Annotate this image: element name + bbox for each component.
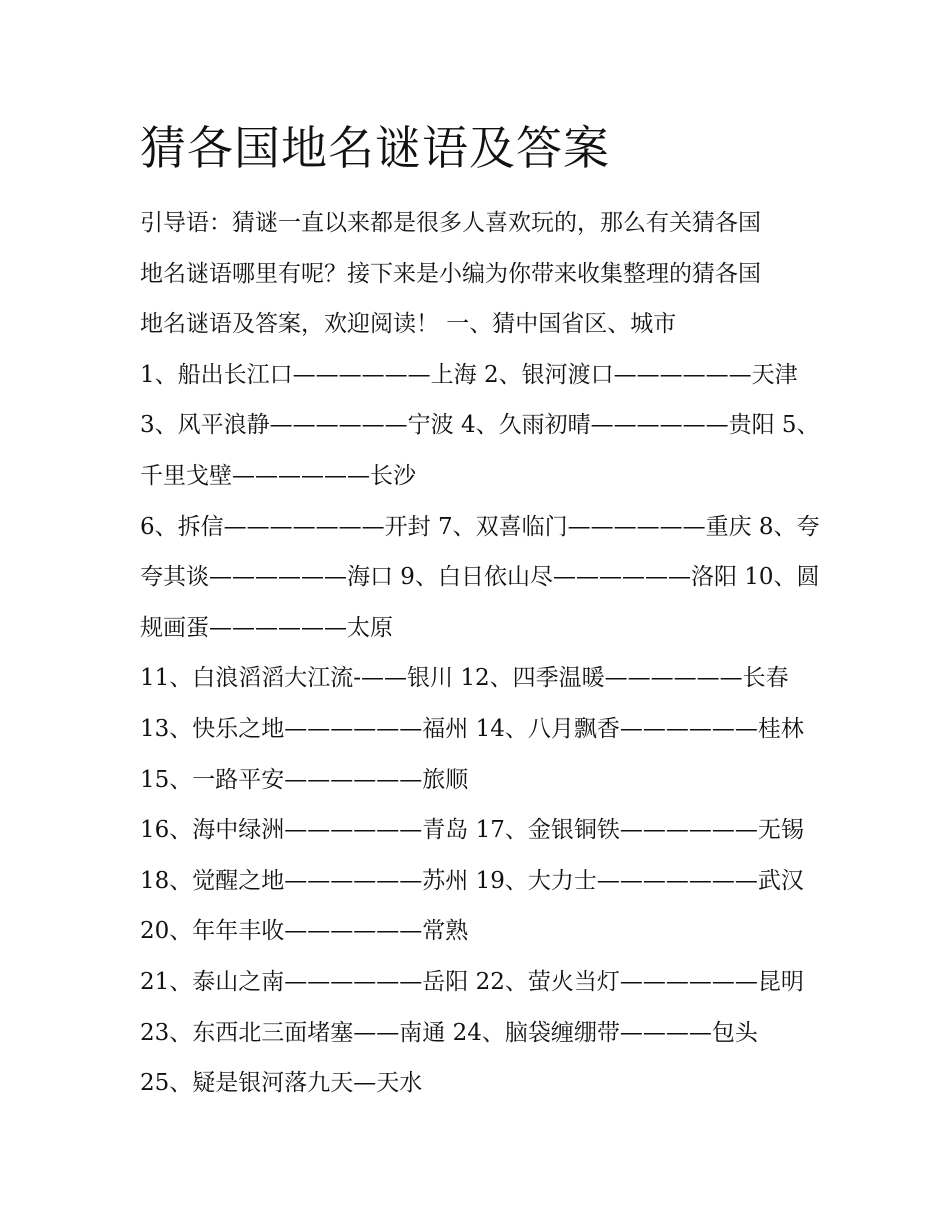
text-line: 规画蛋——————太原 xyxy=(140,614,393,641)
text-line: 3、风平浪静——————宁波 4、久雨初晴——————贵阳 5、 xyxy=(140,412,820,439)
text-line: 6、拆信———————开封 7、双喜临门——————重庆 8、夸 xyxy=(140,513,820,540)
document-title: 猜各国地名谜语及答案 xyxy=(140,121,610,175)
text-line: 15、一路平安——————旅顺 xyxy=(140,766,469,793)
text-line: 20、年年丰收——————常熟 xyxy=(140,918,469,945)
text-line: 11、白浪滔滔大江流-——银川 12、四季温暖——————长春 xyxy=(140,665,789,692)
text-line: 千里戈壁——————长沙 xyxy=(140,462,416,489)
text-line: 夸其谈——————海口 9、白日依山尽——————洛阳 10、圆 xyxy=(140,564,820,591)
text-line: 23、东西北三面堵塞——南通 24、脑袋缠绷带————包头 xyxy=(140,1019,758,1046)
text-line: 地名谜语及答案，欢迎阅读！ 一、猜中国省区、城市 xyxy=(140,311,677,338)
text-line: 1、船出长江口——————上海 2、银河渡口——————天津 xyxy=(140,361,798,388)
text-line: 21、泰山之南——————岳阳 22、萤火当灯——————昆明 xyxy=(140,968,804,995)
text-line: 引导语：猜谜一直以来都是很多人喜欢玩的，那么有关猜各国 xyxy=(140,210,761,236)
text-line: 16、海中绿洲——————青岛 17、金银铜铁——————无锡 xyxy=(140,817,804,844)
text-line: 25、疑是银河落九天—天水 xyxy=(140,1070,423,1097)
text-line: 13、快乐之地——————福州 14、八月飘香——————桂林 xyxy=(140,715,804,742)
text-line: 地名谜语哪里有呢？接下来是小编为你带来收集整理的猜各国 xyxy=(140,260,761,287)
text-line: 18、觉醒之地——————苏州 19、大力士———————武汉 xyxy=(140,867,804,894)
document-body xyxy=(140,198,820,1109)
